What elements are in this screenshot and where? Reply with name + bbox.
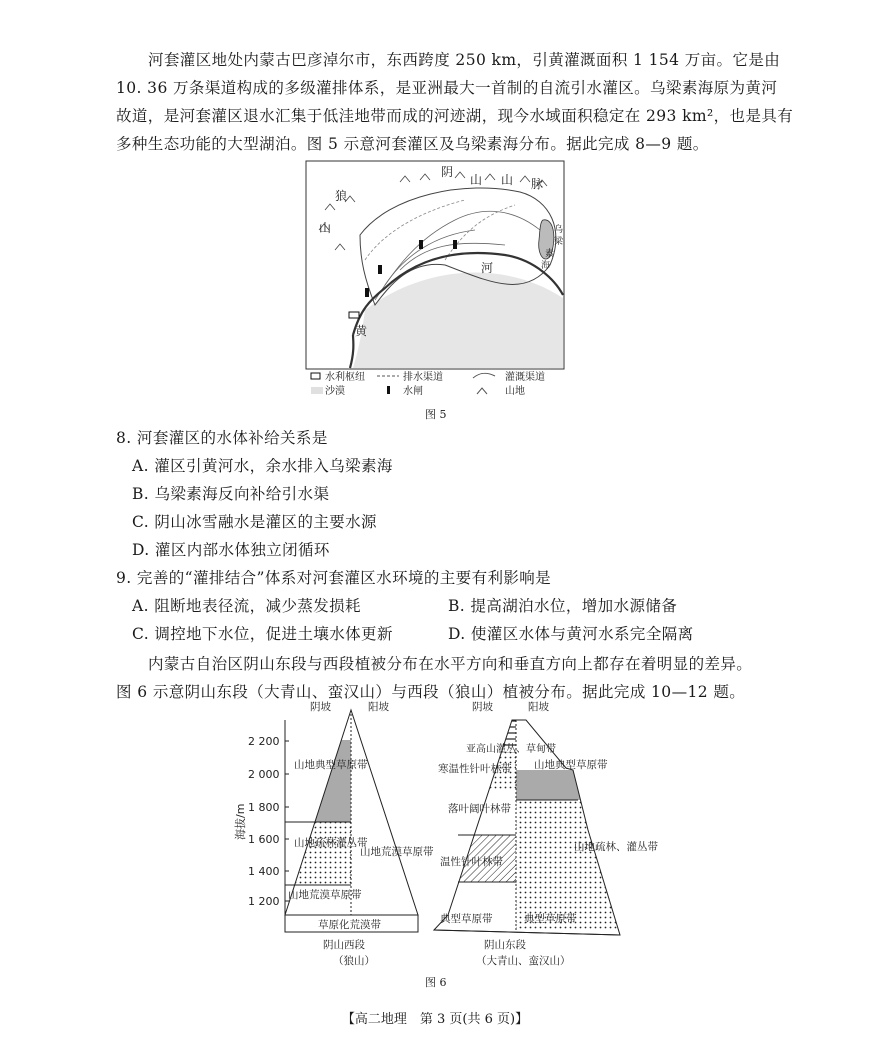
intro1-line-2: 10. 36 万条渠道构成的多级灌排体系，是亚洲最大一首制的自流引水灌区。乌梁素海原为黄河 <box>116 79 778 97</box>
west-sub: （狼山） <box>333 955 375 967</box>
page-footer: 【高二地理 第 3 页(共 6 页)】 <box>341 1012 529 1027</box>
ytick-1800: 1 800 <box>248 801 280 814</box>
intro2-line-2: 图 6 示意阴山东段（大青山、蛮汉山）与西段（狼山）植被分布。据此完成 10—12 题。 <box>116 683 746 701</box>
figure-5-caption: 图 5 <box>425 408 447 421</box>
y-axis-label: 海拔/m <box>234 803 247 840</box>
sluice-4 <box>365 288 369 297</box>
legend-label-2: 灌溉渠道 <box>505 372 545 383</box>
y-ticks <box>285 741 289 901</box>
sluice-3 <box>378 265 382 274</box>
label-lang-shan: 山 <box>319 221 332 235</box>
west-typical-steppe: 山地典型草原带 <box>294 759 368 771</box>
west-desert-steppe-shade: 山地荒漠草原带 <box>288 889 362 901</box>
q9-option-d: D. 使灌区水体与黄河水系完全隔离 <box>448 625 694 643</box>
dam-icon-map <box>349 312 359 318</box>
label-hai: 海 <box>541 261 551 271</box>
west-base-label: 草原化荒漠带 <box>318 919 381 931</box>
west-shade-label: 阴坡 <box>310 701 331 713</box>
legend-label-3: 沙漠 <box>325 386 345 397</box>
intro1-line-3: 故道，是河套灌区退水汇集于低洼地带而成的河迹湖，现今水域面积稳定在 293 km²，也是具有 <box>116 107 794 125</box>
label-lang: 狼 <box>335 189 348 203</box>
sluice-2 <box>453 240 457 249</box>
legend-label-1: 排水渠道 <box>403 372 443 383</box>
desert-area <box>353 273 563 368</box>
east-shade-label: 阴坡 <box>472 701 493 713</box>
sluice-1 <box>419 240 423 249</box>
q8-option-b: B. 乌梁素海反向补给引水渠 <box>132 485 330 503</box>
east-typical-steppe-sunny: 典型草原带 <box>524 913 577 925</box>
east-typical-steppe-shade: 典型草原带 <box>440 913 493 925</box>
sluice-icon <box>387 386 390 394</box>
east-mountain-typical: 山地典型草原带 <box>534 759 608 771</box>
label-yin: 阴 <box>441 165 454 179</box>
q9-option-b: B. 提高湖泊水位，增加水源储备 <box>448 597 678 615</box>
east-temperate-conifer: 温性针叶林带 <box>440 856 503 868</box>
desert-icon <box>311 387 323 394</box>
west-desert-steppe-sunny: 山地荒漠草原带 <box>360 846 434 858</box>
ytick-1400: 1 400 <box>248 865 280 878</box>
q8-option-d: D. 灌区内部水体独立闭循环 <box>132 541 330 559</box>
east-forest-shrub: 山地疏林、灌丛带 <box>574 841 658 853</box>
label-liang: 梁 <box>554 237 564 247</box>
west-name: 阴山西段 <box>323 939 365 951</box>
legend-label-5: 山地 <box>505 386 525 397</box>
dam-icon <box>311 373 320 379</box>
figure-6-vegetation <box>228 700 658 972</box>
east-deciduous: 落叶阔叶林带 <box>448 803 511 815</box>
ytick-1200: 1 200 <box>248 895 280 908</box>
ytick-2200: 2 200 <box>248 735 280 748</box>
east-cold-conifer: 寒温性针叶林带 <box>438 763 512 775</box>
label-shan2: 山 <box>501 173 514 187</box>
figure-6-caption: 图 6 <box>425 976 447 989</box>
east-sub: （大青山、蛮汉山） <box>476 955 571 967</box>
ytick-2000: 2 000 <box>248 768 280 781</box>
q9-option-a: A. 阻断地表径流，减少蒸发损耗 <box>132 597 361 615</box>
legend-label-4: 水闸 <box>403 386 423 397</box>
intro1-line-4: 多种生态功能的大型湖泊。图 5 示意河套灌区及乌梁素海分布。据此完成 8—9 题。 <box>116 135 709 153</box>
legend-label-0: 水利枢纽 <box>325 372 365 383</box>
ytick-1600: 1 600 <box>248 833 280 846</box>
intro2-line-1: 内蒙古自治区阴山东段与西段植被分布在水平方向和垂直方向上都存在着明显的差异。 <box>148 655 753 673</box>
q8-stem: 8. 河套灌区的水体补给关系是 <box>116 429 328 447</box>
mountain-icon <box>477 388 487 394</box>
intro1-line-1: 河套灌区地处内蒙古巴彦淖尔市，东西跨度 250 km，引黄灌溉面积 1 154 万亩。它是由 <box>148 51 781 69</box>
q8-option-c: C. 阴山冰雪融水是灌区的主要水源 <box>132 513 377 531</box>
q8-option-a: A. 灌区引黄河水，余水排入乌梁素海 <box>132 457 393 475</box>
q9-stem: 9. 完善的“灌排结合”体系对河套灌区水环境的主要有利影响是 <box>116 569 552 587</box>
east-sunny-label: 阳坡 <box>528 701 549 713</box>
west-forest-shrub: 山地疏林灌丛带 <box>294 837 368 849</box>
label-shan1: 山 <box>470 173 483 187</box>
label-mai: 脉 <box>531 177 544 191</box>
label-huang: 黄 <box>355 324 368 338</box>
east-name: 阴山东段 <box>484 939 526 951</box>
west-sunny-label: 阳坡 <box>368 701 389 713</box>
canal-icon <box>473 373 495 378</box>
y-tick-labels <box>248 735 280 908</box>
figure-5-map <box>305 160 567 400</box>
east-subalpine: 亚高山灌丛、草甸带 <box>466 744 556 755</box>
label-su: 素 <box>545 249 555 259</box>
label-wu: 乌 <box>554 225 564 235</box>
label-he: 河 <box>481 261 494 275</box>
legend <box>311 370 545 397</box>
q9-option-c: C. 调控地下水位，促进土壤水体更新 <box>132 625 393 643</box>
